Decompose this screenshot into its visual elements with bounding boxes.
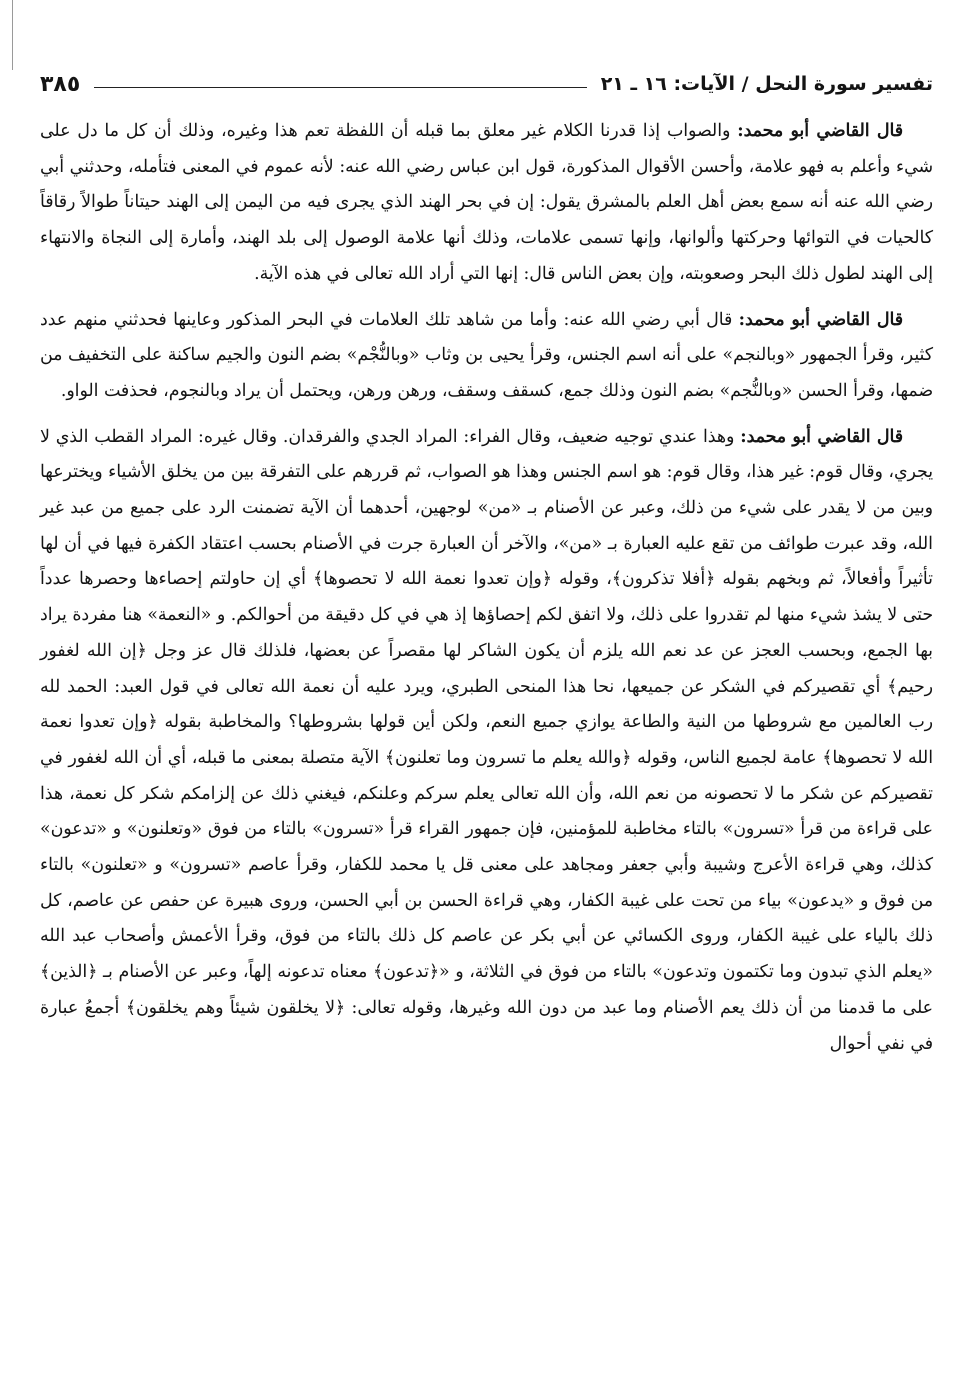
paragraph [40,303,933,410]
speaker-label: قال القاضي أبو محمد: [740,426,903,447]
paragraph [40,420,933,1063]
page-body [40,114,933,1062]
paragraph [40,114,933,293]
speaker-label: قال القاضي أبو محمد: [737,121,903,141]
header-title: تفسير سورة النحل / الآيات: ١٦ ـ ٢١ [600,73,933,95]
paragraph-text: والصواب إذا قدرنا الكلام غير معلق بما قبله أن اللفظة تعم هذا وغيره، وذلك أن كل ما دل على شيء وأعلم به فهو علامة، وأحسن الأقوال المذكورة، قول ابن عباس رضي الله عنه: لأنه عموم في المعنى فتأمله، وحدثني أبي رضي الله عنه أنه سمع بعض أهل العلم بالمشرق يقول: إن في بحر الهند الذي يجرى فيه من اليمن إلى الهند حيتاناً طوالاً رقاقاً كالحيات في التوائها وحركتها وألوانها، وإنها تسمى علامات، وذلك أنها علامة الوصول إلى بلد الهند، وأمارة إلى النجاة والانتهاء إلى الهند لطول ذلك البحر وصعوبته، وإن بعض الناس قال: إنها التي أراد الله تعالى في هذه الآية. [40,121,933,284]
scan-edge-line [12,0,13,70]
page-number: ٣٨٥ [40,71,81,97]
book-page [40,60,933,1376]
speaker-label: قال القاضي أبو محمد: [738,309,903,330]
running-header [40,60,933,108]
paragraph-text: قال أبي رضي الله عنه: وأما من شاهد تلك العلامات في البحر المذكور وعاينها فحدثني منهم عدد كثير، وقرأ الجمهور «وبالنجم» على أنه اسم الجنس، وقرأ يحيى بن وثاب «وبالنُّجْم» بضم النون والجيم ساكنة على التخفيف من ضمها، وقرأ الحسن «وبالنُّجم» بضم النون وذلك جمع، كسقف وسقف، ورهن ورهن، ويحتمل أن يراد وبالنجوم، فحذفت الواو. [40,309,933,401]
paragraph-text: وهذا عندي توجيه ضعيف، وقال الفراء: المراد الجدي والفرقدان. وقال غيره: المراد القطب الذي لا يجري، وقال قوم: غير هذا، وقال قوم: هو اسم الجنس وهذا هو الصواب، ثم قررهم على التفرقة بين من يخلق الأشياء ويخترعها وبين من لا يقدر على شيء من ذلك، وعبر عن الأصنام بـ «من» لوجهين، أحدهما أن الآية تضمنت الرد على جميع من عبد غير الله، وقد عبرت طوائف من تقع عليه العبارة بـ «من»، والآخر أن العبارة جرت في الأصنام بحسب اعتقاد الكفرة فيها في أن لها تأثيراً وأفعالاً، ثم وبخهم بقوله ﴿أفلا تذكرون﴾، وقوله ﴿وإن تعدوا نعمة الله لا تحصوها﴾ أي إن حاولتم إحصاءها وحصرها عدداً حتى لا يشذ شيء منها لم تقدروا على ذلك، ولا اتفق لكم إحصاؤها إذ هي في كل دقيقة من أحوالكم. و «النعمة» هنا مفردة يراد بها الجمع، وبحسب العجز عن عد نعم الله يلزم أن يكون الشاكر لها مقصراً عن بعضها، فلذلك قال عز وجل ﴿إن الله لغفور رحيم﴾ أي تقصيركم في الشكر عن جميعها، نحا هذا المنحى الطبري، ويرد عليه أن نعمة الله تعالى في قول العبد: الحمد لله رب العالمين مع شروطها من النية والطاعة يوازي جميع النعم، ولكن أين قولها بشروطها؟ والمخاطبة بقوله ﴿وإن تعدوا نعمة الله لا تحصوها﴾ عامة لجميع الناس، وقوله ﴿والله يعلم ما تسرون وما تعلنون﴾ الآية متصلة بمعنى ما قبله، أي أن الله لغفور في تقصيركم عن شكر ما لا تحصونه من نعم الله، وأن الله تعالى يعلم سركم وعلنكم، فيغني ذلك عن إلزامكم شكر كل نعمة، هذا على قراءة من قرأ «تسرون» بالتاء مخاطبة للمؤمنين، فإن جمهور القراء قرأ «تسرون» بالتاء من فوق «وتعلنون» و «تدعون» كذلك، وهي قراءة الأعرج وشيبة وأبي جعفر ومجاهد على معنى قل يا محمد للكفار، وقرأ عاصم «تسرون» و «تعلنون» بالتاء من فوق و «يدعون» بياء من تحت على غيبة الكفار، وهي قراءة الحسن بن أبي الحسن، وروى هبيرة عن حفص عن عاصم، كل ذلك بالياء على غيبة الكفار، وروى الكسائي عن أبي بكر عن عاصم كل ذلك بالتاء من فوق، وقرأ الأعمش وأصحاب عبد الله «يعلم الذي تبدون وما تكتمون وتدعون» بالتاء من فوق في الثلاثة، و «﴿تدعون﴾ معناه تدعونه إلهاً، وعبر عن الأصنام بـ ﴿الذين﴾ على ما قدمنا من أن ذلك يعم الأصنام وما عبد من دون الله وغيرها، وقوله تعالى: ﴿لا يخلقون شيئاً وهم يخلقون﴾ أجمعُ عبارة في نفي أحوال [40,426,933,1054]
header-rule [94,87,586,88]
